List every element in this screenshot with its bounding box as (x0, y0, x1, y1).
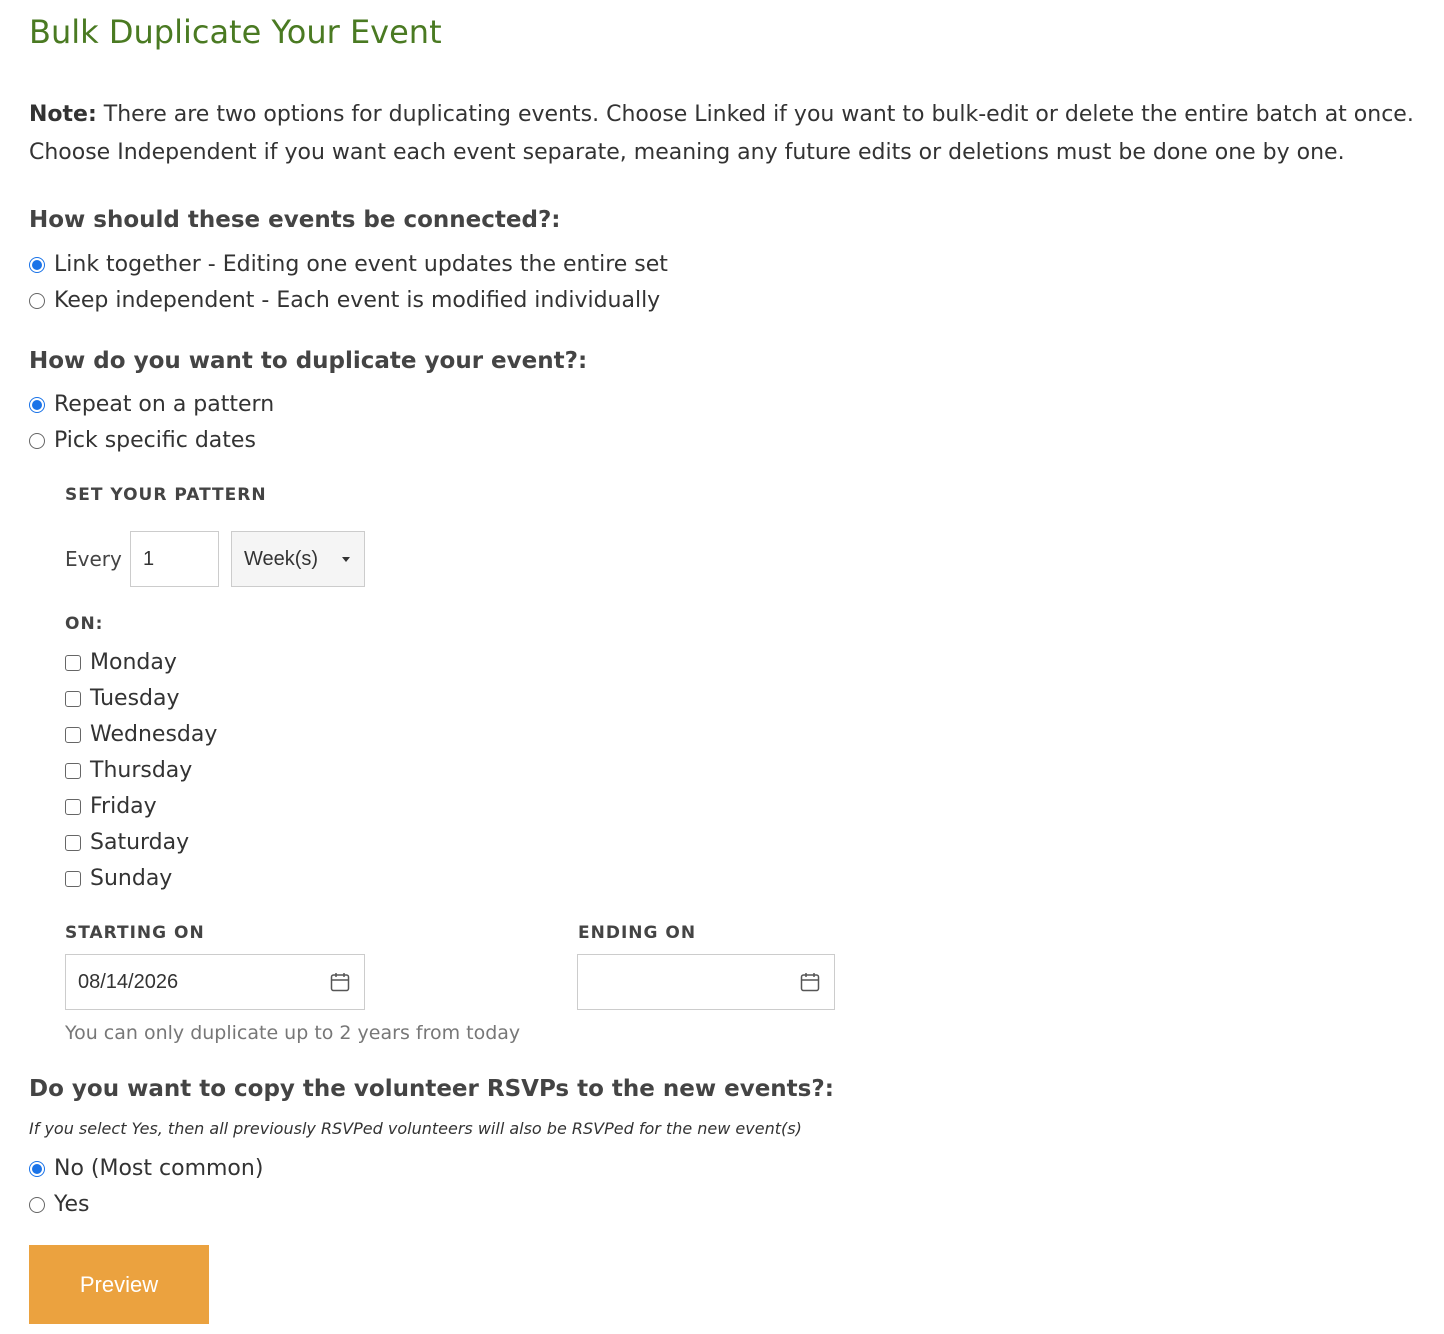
interval-unit-select[interactable] (231, 531, 365, 587)
note-text: There are two options for duplicating events. Choose Linked if you want to bulk-edit or delete the entire batch at once. Choose Independent if you want each event separate, meaning any future edits or deletions must be done one by one. (29, 102, 1414, 165)
checkbox-tuesday[interactable] (65, 684, 180, 714)
calendar-icon[interactable] (330, 972, 350, 992)
radio-rsvp-yes-button[interactable] (29, 1197, 45, 1213)
checkbox-saturday-label: Saturday (90, 830, 190, 855)
checkbox-saturday-box[interactable] (65, 835, 81, 851)
note-label: Note: (29, 102, 97, 127)
date-limit-help: You can only duplicate up to 2 years from today (65, 1022, 521, 1044)
checkbox-saturday[interactable] (65, 828, 189, 858)
checkbox-tuesday-box[interactable] (65, 691, 81, 707)
starting-date-input[interactable] (65, 954, 365, 1010)
checkbox-thursday-box[interactable] (65, 763, 81, 779)
every-interval-input[interactable] (130, 531, 219, 587)
radio-specific-dates-button[interactable] (29, 433, 45, 449)
page-title: Bulk Duplicate Your Event (29, 13, 442, 51)
radio-keep-independent[interactable] (29, 286, 660, 316)
checkbox-monday-label: Monday (90, 650, 177, 675)
note-paragraph (29, 96, 1429, 172)
checkbox-friday-label: Friday (90, 794, 157, 819)
calendar-icon[interactable] (800, 972, 820, 992)
set-pattern-heading: SET YOUR PATTERN (65, 485, 267, 505)
radio-repeat-pattern-button[interactable] (29, 397, 45, 413)
ending-date-input[interactable] (577, 954, 835, 1010)
checkbox-wednesday-label: Wednesday (90, 722, 218, 747)
radio-rsvp-yes[interactable] (29, 1190, 90, 1220)
checkbox-thursday[interactable] (65, 756, 192, 786)
radio-link-together-button[interactable] (29, 257, 45, 273)
checkbox-friday-box[interactable] (65, 799, 81, 815)
interval-unit-value: Week(s) (244, 547, 319, 570)
starting-date-value: 08/14/2026 (78, 970, 179, 993)
caret-down-icon (342, 557, 350, 562)
checkbox-monday-box[interactable] (65, 655, 81, 671)
radio-rsvp-yes-label: Yes (54, 1192, 90, 1217)
checkbox-wednesday[interactable] (65, 720, 217, 750)
rsvp-question: Do you want to copy the volunteer RSVPs to the new events?: (29, 1076, 834, 1102)
checkbox-sunday-box[interactable] (65, 871, 81, 887)
checkbox-friday[interactable] (65, 792, 157, 822)
checkbox-wednesday-box[interactable] (65, 727, 81, 743)
radio-link-together-label: Link together - Editing one event updates the entire set (54, 252, 668, 277)
connection-question: How should these events be connected?: (29, 207, 561, 233)
checkbox-sunday[interactable] (65, 864, 172, 894)
radio-link-together[interactable] (29, 250, 668, 280)
preview-button[interactable]: Preview (29, 1245, 209, 1324)
starting-on-label: STARTING ON (65, 923, 205, 943)
every-label: Every (65, 547, 122, 571)
checkbox-tuesday-label: Tuesday (90, 686, 180, 711)
radio-rsvp-no-label: No (Most common) (54, 1156, 264, 1181)
method-question: How do you want to duplicate your event?: (29, 348, 588, 374)
radio-repeat-pattern-label: Repeat on a pattern (54, 392, 275, 417)
radio-repeat-pattern[interactable] (29, 390, 274, 420)
checkbox-thursday-label: Thursday (90, 758, 193, 783)
radio-keep-independent-label: Keep independent - Each event is modified individually (54, 288, 661, 313)
on-days-heading: ON: (65, 614, 104, 634)
ending-on-label: ENDING ON (578, 923, 697, 943)
rsvp-hint: If you select Yes, then all previously RSVPed volunteers will also be RSVPed for the new event(s) (29, 1119, 802, 1138)
radio-specific-dates[interactable] (29, 426, 256, 456)
checkbox-sunday-label: Sunday (90, 866, 173, 891)
radio-rsvp-no-button[interactable] (29, 1161, 45, 1177)
radio-keep-independent-button[interactable] (29, 293, 45, 309)
radio-specific-dates-label: Pick specific dates (54, 428, 256, 453)
checkbox-monday[interactable] (65, 648, 177, 678)
radio-rsvp-no[interactable] (29, 1154, 263, 1184)
